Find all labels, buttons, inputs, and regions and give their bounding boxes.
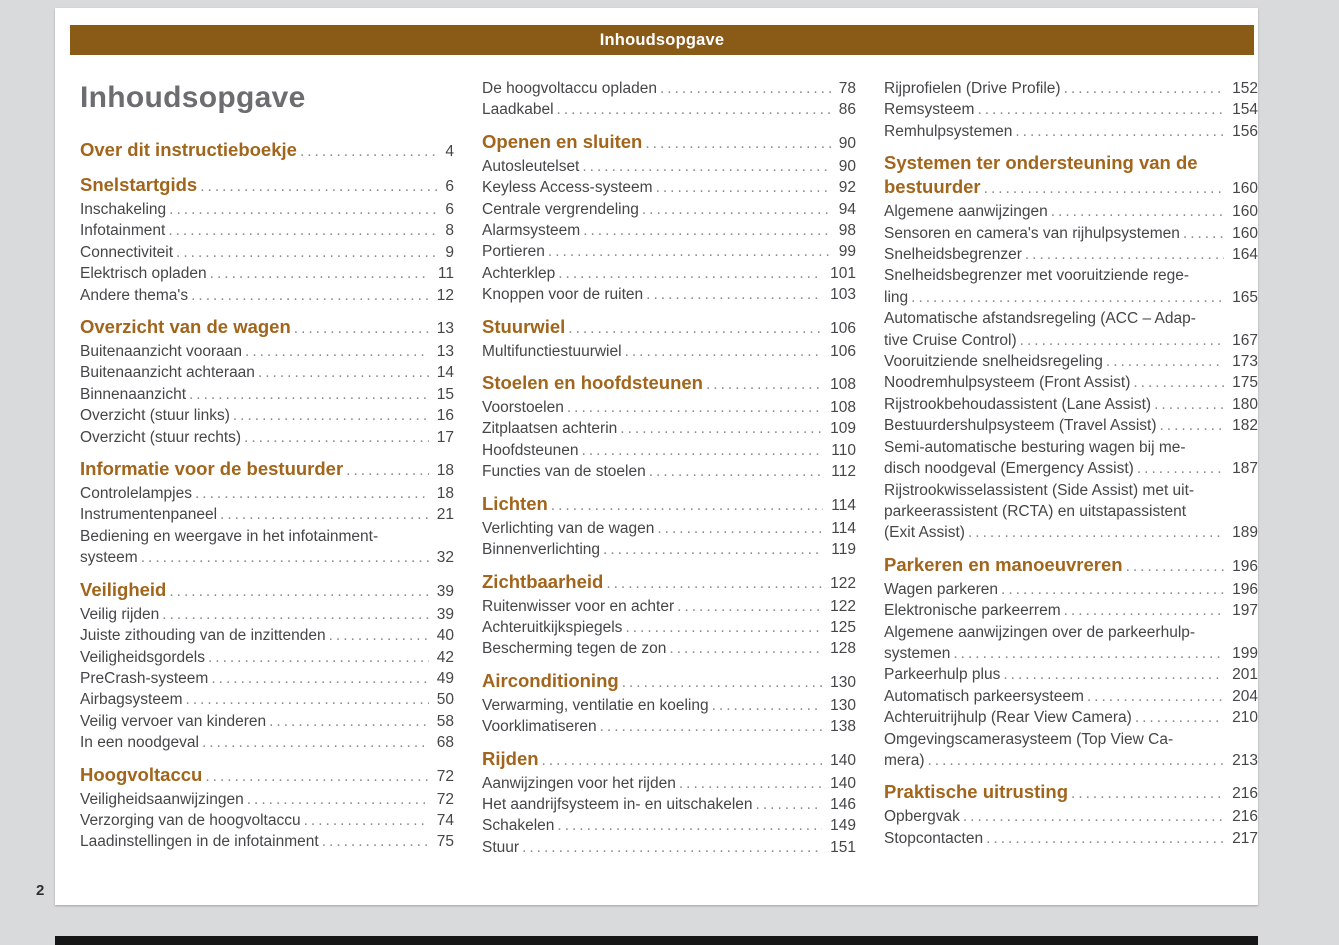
- entry-page-number: 109: [822, 418, 856, 439]
- toc-entry: [482, 78, 856, 99]
- entry-label: Bestuurdershulpsysteem (Travel Assist) .....: [884, 417, 1258, 434]
- page-header-bar: [70, 25, 1254, 55]
- entry-page-number: 130: [822, 671, 856, 695]
- toc-section-entry: [482, 130, 856, 156]
- entry-page-number: 196: [1224, 555, 1258, 579]
- entry-label: Achterklep .....: [482, 265, 856, 282]
- entry-page-number: 103: [822, 284, 856, 305]
- entry-label: Stopcontacten .....: [884, 830, 1258, 847]
- entry-label: Overzicht (stuur rechts) .....: [80, 429, 454, 446]
- toc-entry: [482, 241, 856, 262]
- entry-page-number: 156: [1224, 121, 1258, 142]
- entry-page-number: 140: [822, 749, 856, 773]
- entry-page-number: 15: [429, 384, 454, 405]
- toc-entry: [482, 440, 856, 461]
- entry-label: Systemen ter ondersteuning van de bestuurder .....: [884, 152, 1258, 197]
- toc-section-entry: [482, 492, 856, 518]
- entry-page-number: 101: [822, 263, 856, 284]
- entry-page-number: 50: [429, 689, 454, 710]
- entry-page-number: 17: [429, 427, 454, 448]
- toc-entry: [884, 480, 1258, 544]
- entry-label: Sensoren en camera's van rijhulpsystemen .....: [884, 225, 1258, 242]
- toc-entry: [80, 405, 454, 426]
- toc-entry: [482, 284, 856, 305]
- entry-label: Buitenaanzicht achteraan .....: [80, 364, 454, 381]
- entry-label: Ruitenwisser voor en achter .....: [482, 598, 856, 615]
- toc-entry: [482, 199, 856, 220]
- entry-label: Voorstoelen .....: [482, 399, 856, 416]
- toc-entry: [80, 263, 454, 284]
- toc-entry: [482, 815, 856, 836]
- entry-label: Laadinstellingen in de infotainment .....: [80, 833, 454, 850]
- entry-page-number: 217: [1224, 828, 1258, 849]
- toc-entry: [482, 99, 856, 120]
- toc-section-entry: [80, 173, 454, 199]
- toc-entry: [80, 220, 454, 241]
- toc-entry: [482, 461, 856, 482]
- toc-entry: [482, 596, 856, 617]
- toc-entry: [884, 78, 1258, 99]
- entry-label: Algemene aanwijzingen .....: [884, 203, 1258, 220]
- entry-label: Achteruitrijhulp (Rear View Camera) .....: [884, 709, 1258, 726]
- toc-entry: [80, 689, 454, 710]
- entry-label: Overzicht (stuur links) .....: [80, 407, 454, 424]
- entry-page-number: 106: [822, 317, 856, 341]
- entry-label: Functies van de stoelen .....: [482, 463, 856, 480]
- toc-entry: [482, 716, 856, 737]
- entry-label: Centrale vergrendeling .....: [482, 201, 856, 218]
- entry-page-number: 210: [1224, 707, 1258, 728]
- toc-entry: [884, 600, 1258, 621]
- entry-label: Overzicht van de wagen .....: [80, 316, 454, 337]
- toc-entry: [80, 285, 454, 306]
- entry-label: Schakelen .....: [482, 817, 856, 834]
- entry-page-number: 114: [823, 518, 856, 539]
- entry-page-number: 90: [831, 156, 856, 177]
- entry-label: Airbagsysteem .....: [80, 691, 454, 708]
- toc-entry: [482, 695, 856, 716]
- entry-page-number: 122: [822, 596, 856, 617]
- entry-label: Opbergvak .....: [884, 808, 1258, 825]
- entry-label: Rijden .....: [482, 748, 856, 769]
- entry-page-number: 49: [429, 668, 454, 689]
- entry-label: Binnenverlichting .....: [482, 541, 856, 558]
- toc-section-entry: [482, 669, 856, 695]
- page-title: Inhoudsopgave: [80, 81, 306, 114]
- entry-page-number: 189: [1224, 522, 1258, 543]
- entry-label: Achteruitkijkspiegels .....: [482, 619, 856, 636]
- toc-entry: [482, 177, 856, 198]
- entry-page-number: 112: [823, 461, 856, 482]
- entry-page-number: 106: [822, 341, 856, 362]
- entry-page-number: 119: [823, 539, 856, 560]
- entry-page-number: 86: [831, 99, 856, 120]
- toc-entry: [80, 789, 454, 810]
- entry-label: Zitplaatsen achterin .....: [482, 420, 856, 437]
- entry-page-number: 12: [429, 285, 454, 306]
- entry-label: Portieren .....: [482, 243, 856, 260]
- entry-label: Elektrisch opladen .....: [80, 265, 454, 282]
- entry-label: Airconditioning .....: [482, 670, 856, 691]
- entry-label: Buitenaanzicht vooraan .....: [80, 343, 454, 360]
- entry-label: Connectiviteit .....: [80, 244, 454, 261]
- entry-label: Snelstartgids .....: [80, 174, 454, 195]
- entry-page-number: 108: [822, 373, 856, 397]
- entry-page-number: 99: [831, 241, 856, 262]
- entry-page-number: 128: [822, 638, 856, 659]
- entry-label: Controlelampjes .....: [80, 485, 454, 502]
- toc-entry: [884, 828, 1258, 849]
- entry-label: Voorklimatiseren .....: [482, 718, 856, 735]
- entry-page-number: 187: [1224, 458, 1258, 479]
- toc-section-entry: [80, 763, 454, 789]
- toc-entry: [80, 647, 454, 668]
- entry-page-number: 90: [831, 132, 856, 156]
- entry-page-number: 8: [437, 220, 454, 241]
- entry-page-number: 108: [822, 397, 856, 418]
- entry-label: Hoogvoltaccu .....: [80, 764, 454, 785]
- entry-page-number: 110: [823, 440, 856, 461]
- toc-content: [80, 78, 1258, 858]
- manual-page: [55, 8, 1258, 905]
- entry-label: Remsysteem .....: [884, 101, 1258, 118]
- entry-page-number: 114: [823, 494, 856, 518]
- entry-label: Praktische uitrusting .....: [884, 781, 1258, 802]
- entry-label: Keyless Access-systeem .....: [482, 179, 856, 196]
- entry-page-number: 125: [822, 617, 856, 638]
- entry-page-number: 72: [429, 765, 454, 789]
- entry-label: Snelheidsbegrenzer .....: [884, 246, 1258, 263]
- toc-entry: [884, 99, 1258, 120]
- toc-entry: [884, 121, 1258, 142]
- entry-label: Rijprofielen (Drive Profile) .....: [884, 80, 1258, 97]
- toc-entry: [884, 579, 1258, 600]
- entry-label: Bediening en weergave in het infotainment- systeem .....: [80, 528, 454, 566]
- toc-entry: [884, 622, 1258, 665]
- entry-page-number: 201: [1224, 664, 1258, 685]
- entry-label: Informatie voor de bestuurder .....: [80, 458, 454, 479]
- entry-label: Veilig rijden .....: [80, 606, 454, 623]
- entry-label: Binnenaanzicht .....: [80, 386, 454, 403]
- toc-entry: [80, 711, 454, 732]
- entry-label: Veiligheidsaanwijzingen .....: [80, 791, 454, 808]
- entry-page-number: 18: [429, 483, 454, 504]
- toc-column-1: [80, 78, 454, 853]
- entry-page-number: 42: [429, 647, 454, 668]
- entry-label: Inschakeling .....: [80, 201, 454, 218]
- entry-page-number: 32: [429, 547, 454, 568]
- toc-section-entry: [80, 138, 454, 164]
- entry-page-number: 72: [429, 789, 454, 810]
- toc-entry: [482, 220, 856, 241]
- entry-label: Stuur .....: [482, 839, 856, 856]
- entry-page-number: 13: [429, 317, 454, 341]
- entry-label: Openen en sluiten .....: [482, 131, 856, 152]
- toc-entry: [482, 263, 856, 284]
- entry-label: Autosleutelset .....: [482, 158, 856, 175]
- entry-label: Instrumentenpaneel .....: [80, 506, 454, 523]
- entry-page-number: 149: [822, 815, 856, 836]
- toc-entry: [884, 223, 1258, 244]
- entry-label: Verwarming, ventilatie en koeling .....: [482, 697, 856, 714]
- toc-entry: [80, 362, 454, 383]
- entry-page-number: 182: [1224, 415, 1258, 436]
- entry-label: Lichten .....: [482, 493, 856, 514]
- entry-page-number: 6: [437, 175, 454, 199]
- entry-page-number: 9: [437, 242, 454, 263]
- toc-entry: [884, 394, 1258, 415]
- toc-entry: [884, 244, 1258, 265]
- toc-entry: [80, 199, 454, 220]
- toc-entry: [884, 201, 1258, 222]
- toc-entry: [482, 617, 856, 638]
- entry-page-number: 16: [429, 405, 454, 426]
- toc-section-entry: [482, 371, 856, 397]
- entry-page-number: 165: [1224, 287, 1258, 308]
- entry-label: Bescherming tegen de zon .....: [482, 640, 856, 657]
- entry-page-number: 213: [1224, 750, 1258, 771]
- entry-label: Stuurwiel .....: [482, 316, 856, 337]
- toc-entry: [884, 351, 1258, 372]
- toc-entry: [80, 732, 454, 753]
- header-bar-title: Inhoudsopgave: [599, 30, 725, 49]
- toc-entry: [884, 308, 1258, 351]
- entry-page-number: 21: [429, 504, 454, 525]
- entry-page-number: 74: [429, 810, 454, 831]
- entry-label: Noodremhulpsysteem (Front Assist) .....: [884, 374, 1258, 391]
- entry-page-number: 216: [1224, 782, 1258, 806]
- entry-label: Juiste zithouding van de inzittenden .....: [80, 627, 454, 644]
- entry-page-number: 39: [429, 580, 454, 604]
- toc-entry: [482, 638, 856, 659]
- toc-section-entry: [80, 578, 454, 604]
- entry-label: Alarmsysteem .....: [482, 222, 856, 239]
- entry-label: Hoofdsteunen .....: [482, 442, 856, 459]
- toc-entry: [80, 384, 454, 405]
- entry-page-number: 180: [1224, 394, 1258, 415]
- toc-entry: [482, 418, 856, 439]
- toc-section-entry: [482, 315, 856, 341]
- entry-label: Andere thema's .....: [80, 287, 454, 304]
- entry-label: Zichtbaarheid .....: [482, 571, 856, 592]
- toc-entry: [482, 156, 856, 177]
- entry-page-number: 167: [1224, 330, 1258, 351]
- toc-entry: [80, 483, 454, 504]
- toc-entry: [482, 794, 856, 815]
- entry-page-number: 68: [429, 732, 454, 753]
- toc-entry: [482, 773, 856, 794]
- entry-label: Stoelen en hoofdsteunen .....: [482, 372, 856, 393]
- entry-label: Multifunctiestuurwiel .....: [482, 343, 856, 360]
- toc-entry: [482, 518, 856, 539]
- toc-section-entry: [884, 553, 1258, 579]
- toc-section-entry: [482, 747, 856, 773]
- entry-label: Verzorging van de hoogvoltaccu .....: [80, 812, 454, 829]
- toc-entry: [884, 437, 1258, 480]
- entry-label: Wagen parkeren .....: [884, 581, 1258, 598]
- entry-page-number: 154: [1224, 99, 1258, 120]
- entry-label: Semi-automatische besturing wagen bij me- disch noodgeval (Emergency Assist) .....: [884, 439, 1258, 477]
- entry-page-number: 199: [1224, 643, 1258, 664]
- toc-entry: [80, 831, 454, 852]
- entry-label: Snelheidsbegrenzer met vooruitziende rege- ling .....: [884, 267, 1258, 305]
- entry-label: Rijstrookbehoudassistent (Lane Assist) .....: [884, 396, 1258, 413]
- entry-page-number: 122: [822, 572, 856, 596]
- toc-entry: [884, 686, 1258, 707]
- entry-label: Rijstrookwisselassistent (Side Assist) met uit- parkeerassistent (RCTA) en uitstapassistent (Exit Assist) .....: [884, 482, 1258, 542]
- entry-label: Het aandrijfsysteem in- en uitschakelen .....: [482, 796, 856, 813]
- entry-label: Veiligheidsgordels .....: [80, 649, 454, 666]
- entry-page-number: 94: [831, 199, 856, 220]
- toc-column-2: [482, 78, 856, 858]
- entry-page-number: 138: [822, 716, 856, 737]
- entry-page-number: 216: [1224, 806, 1258, 827]
- folio-page-number: 2: [36, 882, 45, 899]
- entry-page-number: 164: [1224, 244, 1258, 265]
- entry-label: Elektronische parkeerrem .....: [884, 602, 1258, 619]
- toc-section-entry: [884, 780, 1258, 806]
- toc-entry: [80, 625, 454, 646]
- toc-entry: [884, 707, 1258, 728]
- entry-page-number: 173: [1224, 351, 1258, 372]
- toc-entry: [80, 242, 454, 263]
- entry-label: Aanwijzingen voor het rijden .....: [482, 775, 856, 792]
- entry-page-number: 151: [822, 837, 856, 858]
- toc-entry: [884, 372, 1258, 393]
- entry-label: PreCrash-systeem .....: [80, 670, 454, 687]
- entry-label: Automatische afstandsregeling (ACC – Adap- tive Cruise Control) .....: [884, 310, 1258, 348]
- entry-page-number: 58: [429, 711, 454, 732]
- toc-entry: [80, 810, 454, 831]
- entry-label: Automatisch parkeersysteem .....: [884, 688, 1258, 705]
- toc-entry: [482, 539, 856, 560]
- toc-entry: [884, 664, 1258, 685]
- entry-label: Algemene aanwijzingen over de parkeerhulp- systemen .....: [884, 624, 1258, 662]
- entry-label: Laadkabel .....: [482, 101, 856, 118]
- entry-label: De hoogvoltaccu opladen .....: [482, 80, 856, 97]
- entry-page-number: 152: [1224, 78, 1258, 99]
- entry-page-number: 98: [831, 220, 856, 241]
- toc-section-entry: [482, 570, 856, 596]
- entry-page-number: 175: [1224, 372, 1258, 393]
- toc-entry: [80, 526, 454, 569]
- entry-label: Veilig vervoer van kinderen .....: [80, 713, 454, 730]
- entry-page-number: 18: [429, 459, 454, 483]
- entry-page-number: 11: [430, 263, 454, 284]
- entry-page-number: 40: [429, 625, 454, 646]
- toc-section-entry: [80, 457, 454, 483]
- entry-label: Over dit instructieboekje .....: [80, 139, 454, 160]
- entry-label: In een noodgeval .....: [80, 734, 454, 751]
- entry-page-number: 39: [429, 604, 454, 625]
- bottom-bar: [55, 936, 1258, 945]
- entry-page-number: 6: [437, 199, 454, 220]
- entry-page-number: 140: [822, 773, 856, 794]
- toc-entry: [884, 806, 1258, 827]
- toc-entry: [80, 341, 454, 362]
- entry-label: Verlichting van de wagen .....: [482, 520, 856, 537]
- entry-label: Veiligheid .....: [80, 579, 454, 600]
- toc-entry: [80, 427, 454, 448]
- entry-label: Knoppen voor de ruiten .....: [482, 286, 856, 303]
- entry-page-number: 92: [831, 177, 856, 198]
- entry-label: Parkeerhulp plus .....: [884, 666, 1258, 683]
- toc-entry: [80, 504, 454, 525]
- entry-page-number: 78: [831, 78, 856, 99]
- entry-label: Omgevingscamerasysteem (Top View Ca- mera) .....: [884, 731, 1258, 769]
- entry-page-number: 4: [437, 140, 454, 164]
- entry-page-number: 160: [1224, 201, 1258, 222]
- toc-entry: [80, 668, 454, 689]
- entry-page-number: 204: [1224, 686, 1258, 707]
- entry-label: Infotainment .....: [80, 222, 454, 239]
- entry-page-number: 75: [429, 831, 454, 852]
- toc-entry: [482, 837, 856, 858]
- toc-entry: [884, 265, 1258, 308]
- entry-label: Parkeren en manoeuvreren .....: [884, 554, 1258, 575]
- entry-page-number: 13: [429, 341, 454, 362]
- toc-entry: [80, 604, 454, 625]
- entry-page-number: 160: [1224, 177, 1258, 201]
- entry-label: Vooruitziende snelheidsregeling .....: [884, 353, 1258, 370]
- entry-label: Remhulpsystemen .....: [884, 123, 1258, 140]
- toc-entry: [884, 415, 1258, 436]
- entry-page-number: 146: [822, 794, 856, 815]
- toc-entry: [884, 729, 1258, 772]
- toc-entry: [482, 341, 856, 362]
- toc-section-entry: [884, 151, 1258, 201]
- entry-page-number: 14: [429, 362, 454, 383]
- toc-column-3: [884, 78, 1258, 849]
- toc-section-entry: [80, 315, 454, 341]
- entry-page-number: 160: [1224, 223, 1258, 244]
- entry-page-number: 130: [822, 695, 856, 716]
- entry-page-number: 196: [1224, 579, 1258, 600]
- toc-entry: [482, 397, 856, 418]
- entry-page-number: 197: [1224, 600, 1258, 621]
